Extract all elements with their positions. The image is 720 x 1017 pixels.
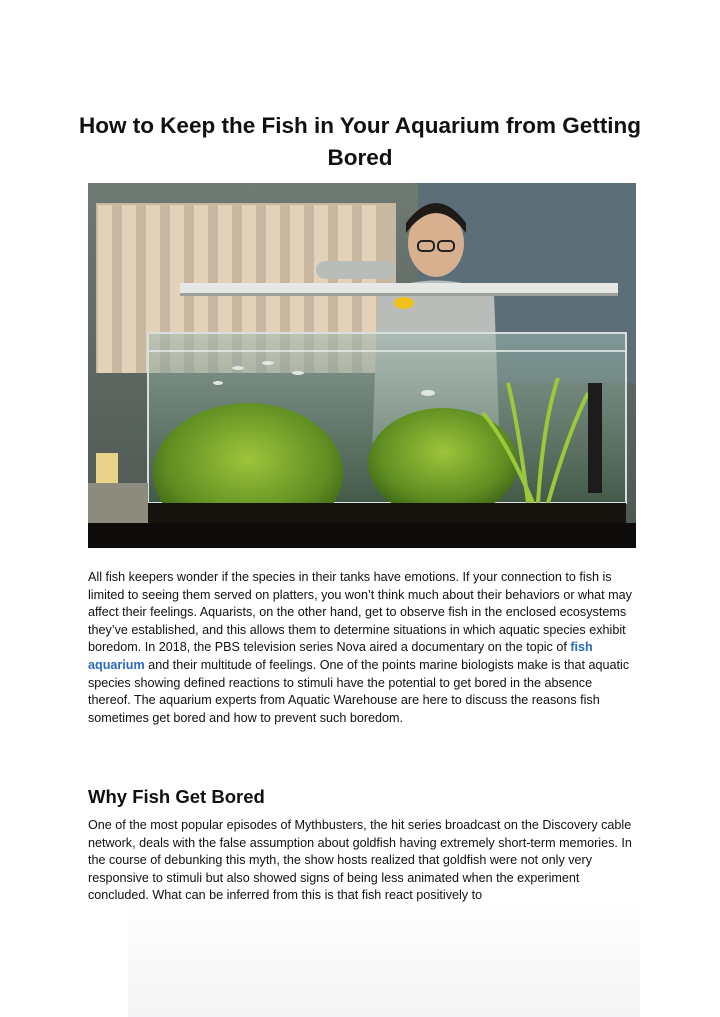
section-paragraph: One of the most popular episodes of Mythbusters, the hit series broadcast on the Discovery cable network, deals with the false assumption about goldfish having extremely short-term memories. In the course of debunking this myth, the show hosts realized that goldfish were not only very responsive to stimuli but also showed signs of being less animated when the experiment concluded. What can be inferred from this is that fish react positively to (88, 818, 632, 903)
section-heading: Why Fish Get Bored (88, 786, 265, 807)
aquarium-photo (88, 183, 636, 548)
page-bottom-shade (128, 900, 640, 1017)
intro-paragraph (88, 569, 638, 727)
fish-aquarium-link[interactable]: fish aquarium (88, 640, 593, 672)
article-title: How to Keep the Fish in Your Aquarium from Getting Bored (78, 113, 642, 170)
intro-text-part1: All fish keepers wonder if the species in their tanks have emotions. If your connection to fish is limited to seeing them served on platters, you won’t think much about their behaviors or what may affect their feelings. Aquarists, on the other hand, get to observe fish in the enclosed ecosystems they’ve established, and this allows them to determine situations in which aquatic species exhibit boredom. In 2018, the PBS television series Nova aired a documentary on the topic of (88, 570, 632, 655)
intro-text-part2: and their multitude of feelings. One of the points marine biologists make is that aquatic species showing defined reactions to stimuli have the potential to get bored in the absence thereof. The aquarium experts from Aquatic Warehouse are here to discuss the reasons fish sometimes get bored and how to prevent such boredom. (88, 657, 630, 725)
